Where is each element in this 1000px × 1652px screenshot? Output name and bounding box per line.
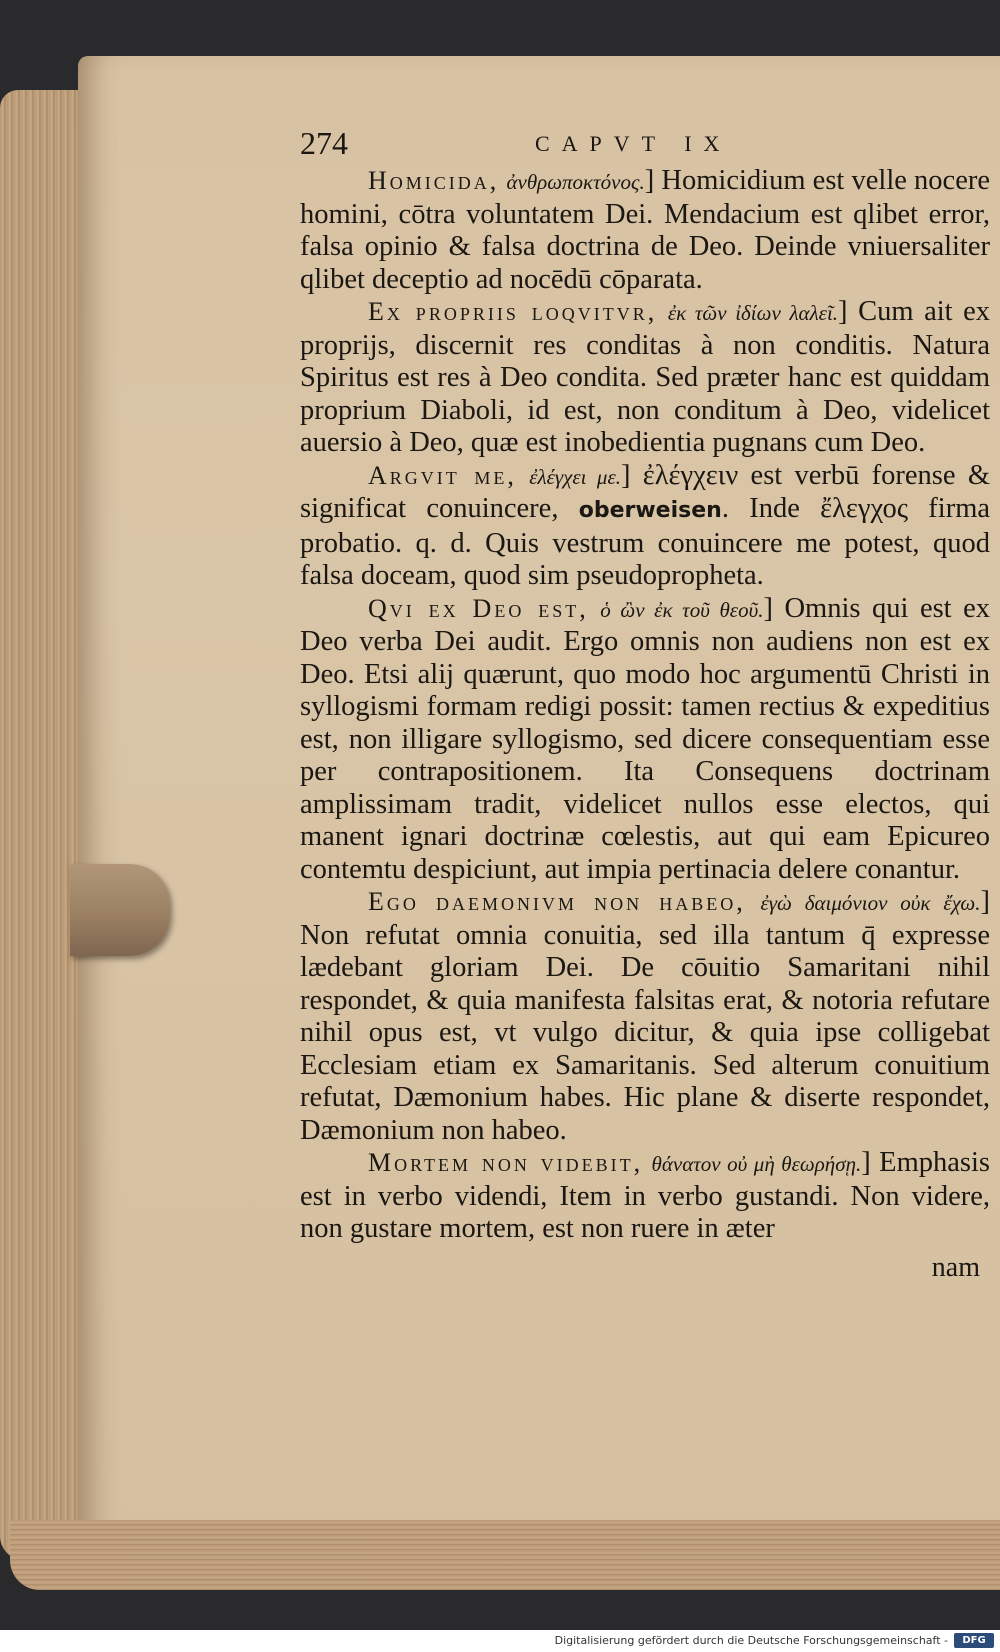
lemma: Homicida,: [368, 166, 500, 195]
commentary-text: ] Omnis qui est ex Deo verba Dei audit. Ergo omnis non audiens non est ex Deo. Etsi alij quærunt, quo modo hoc argumentū Christi in syllogismi formam redigi possit: tamen rectius & expeditius est, non illigare syllogismo, sed dicere consequentiam esse per contrapositionem. Ita Consequens doctrinam amplissimam tradit, videlicet nullos esse electos, qui manent ignari doctrinæ cœlestis, aut qui eam Epicureo contemtu despiciunt, aut impia pertinacia delere conantur.: [300, 592, 991, 885]
lemma: Mortem non videbit,: [368, 1148, 644, 1177]
chapter-title: CAPVT IX: [535, 131, 732, 156]
lemma: Argvit me,: [368, 460, 517, 490]
paragraph-qui-ex-deo: [300, 593, 990, 887]
commentary-text: . Inde ἔλεγχος firma probatio. q. d. Quis vestrum conuincere me potest, quod falsa doceam, quod sim pseudopropheta.: [300, 493, 991, 591]
commentary-text: ] Emphasis est in verbo videndi, Item in verbo gustandi. Non videre, non gustare mortem, est non ruere in æter: [300, 1147, 990, 1244]
greek-lemma: ὁ ὢν ἐκ τοῦ θεοῦ.: [600, 597, 764, 622]
greek-lemma: ἐκ τῶν ἰδίων λαλεῖ.: [667, 301, 839, 325]
lemma: Qvi ex Deo est,: [368, 593, 589, 623]
greek-lemma: ἀνθρωποκτόνος.: [506, 170, 645, 194]
german-gloss: oberweisen: [578, 498, 722, 523]
page-bottom-edge: [10, 1520, 1000, 1590]
paragraph-ex-propriis: [300, 296, 990, 460]
running-head: [300, 125, 990, 161]
paragraph-ego-daemonium: [300, 886, 990, 1147]
footer-bar: [0, 1630, 1000, 1652]
text-block: [300, 125, 990, 1286]
commentary-text: ] Cum ait ex proprijs, discernit res conditas à non conditis. Natura Spiritus est res à Deo condita. Sed præter hanc est quiddam proprium Diaboli, id est, non conditum à Deo, videlicet auersio à Deo, quæ est inobedientia pugnans cum Deo.: [300, 296, 991, 458]
commentary-text: ] Non refutat omnia conuitia, sed illa tantum q̄ expresse lædebant gloriam Dei. De cōuitio Samaritani nihil respondet, & quia manifesta falsitas erat, & notoria refutare nihil opus est, vt vulgo dicitur, & quia ipse colligebat Ecclesiam etiam ex Samaritanis. Sed alterum conuitium refutat, Dæmonium habes. Hic plane & diserte respondet, Dæmonium non habeo.: [300, 886, 990, 1146]
commentary-text: ] Homicidium est velle nocere homini, cōtra voluntatem Dei. Mendacium est qlibet error, falsa opinio & falsa doctrina de Deo. Deinde vniuersaliter qlibet deceptio ad nocēdū cōparata.: [300, 165, 990, 295]
commentary-text: ] ἐλέγχειν est verbū forense & significat conuincere,: [300, 459, 990, 524]
paragraph-homicida: [300, 165, 990, 296]
paragraph-arguit: [300, 460, 990, 593]
greek-lemma: ἐγὼ δαιμόνιον οὐκ ἔχω.: [760, 891, 981, 915]
greek-lemma: ἐλέγχει με.: [529, 464, 621, 489]
paragraph-mortem: [300, 1147, 990, 1246]
dfg-logo: DFG: [954, 1633, 994, 1648]
footer-credit: Digitalisierung gefördert durch die Deutsche Forschungsgemeinschaft -: [554, 1634, 948, 1647]
bookmark-ribbon: [70, 864, 170, 956]
catchword: nam: [931, 1251, 980, 1283]
greek-lemma: θάνατον οὐ μὴ θεωρήσῃ.: [651, 1152, 862, 1176]
lemma: Ego daemonivm non habeo,: [368, 887, 746, 916]
lemma: Ex propriis loqvitvr,: [368, 297, 658, 326]
page-number: 274: [300, 125, 348, 161]
